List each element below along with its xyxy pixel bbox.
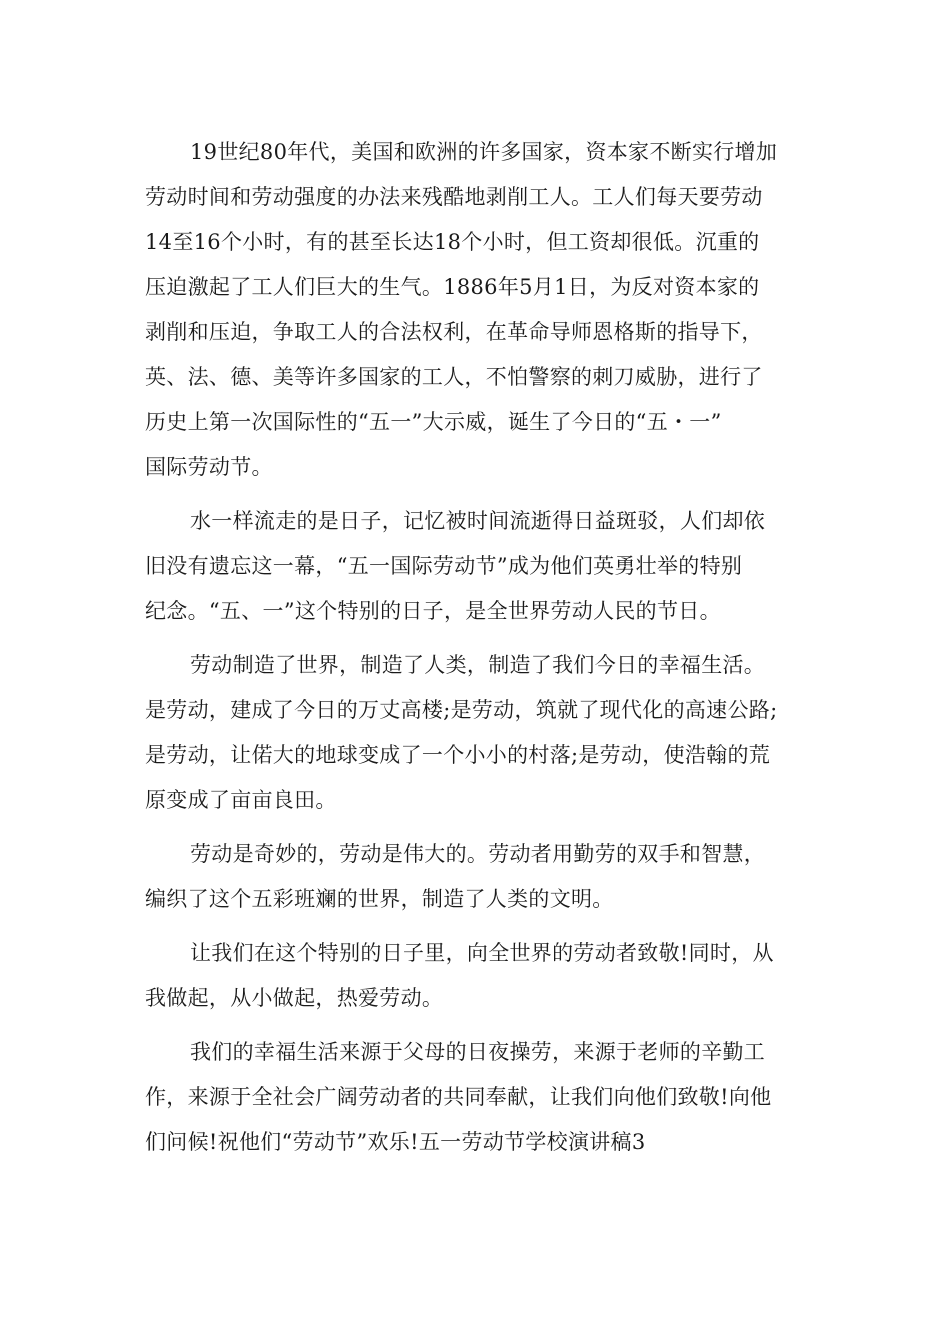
paragraph-spacer	[145, 823, 810, 832]
paragraph-spacer	[145, 1021, 810, 1030]
paragraph-line: 让我们在这个特别的日子里，向全世界的劳动者致敬!同时，从	[190, 941, 774, 965]
paragraph-line: 是劳动，建成了今日的万丈高楼;是劳动，筑就了现代化的高速公路;	[145, 698, 778, 722]
paragraph-line: 劳动制造了世界，制造了人类，制造了我们今日的幸福生活。	[190, 653, 766, 677]
paragraph-line: 英、法、德、美等许多国家的工人，不怕警察的刺刀威胁，进行了	[145, 365, 763, 389]
paragraph-line: 作，来源于全社会广阔劳动者的共同奉献，让我们向他们致敬!向他	[145, 1085, 772, 1109]
paragraph-1	[145, 130, 810, 490]
paragraph-line: 国际劳动节。	[145, 455, 273, 479]
paragraph-6	[145, 1030, 810, 1165]
paragraph-line: 剥削和压迫，争取工人的合法权利，在革命导师恩格斯的指导下，	[145, 320, 763, 344]
paragraph-spacer	[145, 634, 810, 643]
paragraph-line: 14至16个小时，有的甚至长达18个小时，但工资却很低。沉重的	[145, 230, 760, 254]
paragraph-line: 是劳动，让偌大的地球变成了一个小小的村落;是劳动，使浩翰的荒	[145, 743, 771, 767]
paragraph-line: 劳动是奇妙的，劳动是伟大的。劳动者用勤劳的双手和智慧，	[190, 842, 766, 866]
paragraph-spacer	[145, 490, 810, 499]
paragraph-line: 历史上第一次国际性的“五一”大示威，诞生了今日的“五・一”	[145, 410, 722, 434]
paragraph-line: 劳动时间和劳动强度的办法来残酷地剥削工人。工人们每天要劳动	[145, 185, 763, 209]
paragraph-line: 压迫激起了工人们巨大的生气。1886年5月1日，为反对资本家的	[145, 275, 760, 299]
paragraph-line: 原变成了亩亩良田。	[145, 788, 337, 812]
paragraph-4	[145, 832, 810, 922]
paragraph-line: 我们的幸福生活来源于父母的日夜操劳，来源于老师的辛勤工	[190, 1040, 766, 1064]
paragraph-3	[145, 643, 810, 823]
paragraph-line: 旧没有遗忘这一幕，“五一国际劳动节”成为他们英勇壮举的特别	[145, 554, 743, 578]
paragraph-line: 纪念。“五、一”这个特别的日子，是全世界劳动人民的节日。	[145, 599, 721, 623]
paragraph-line: 编织了这个五彩班斓的世界，制造了人类的文明。	[145, 887, 614, 911]
document-body	[145, 130, 810, 1165]
paragraph-line: 19世纪80年代，美国和欧洲的许多国家，资本家不断实行增加	[190, 140, 778, 164]
paragraph-line: 我做起，从小做起，热爱劳动。	[145, 986, 444, 1010]
paragraph-2	[145, 499, 810, 634]
paragraph-5	[145, 931, 810, 1021]
paragraph-line: 们问候!祝他们“劳动节”欢乐!五一劳动节学校演讲稿3	[145, 1130, 646, 1154]
paragraph-spacer	[145, 922, 810, 931]
paragraph-line: 水一样流走的是日子，记忆被时间流逝得日益斑驳，人们却依	[190, 509, 766, 533]
